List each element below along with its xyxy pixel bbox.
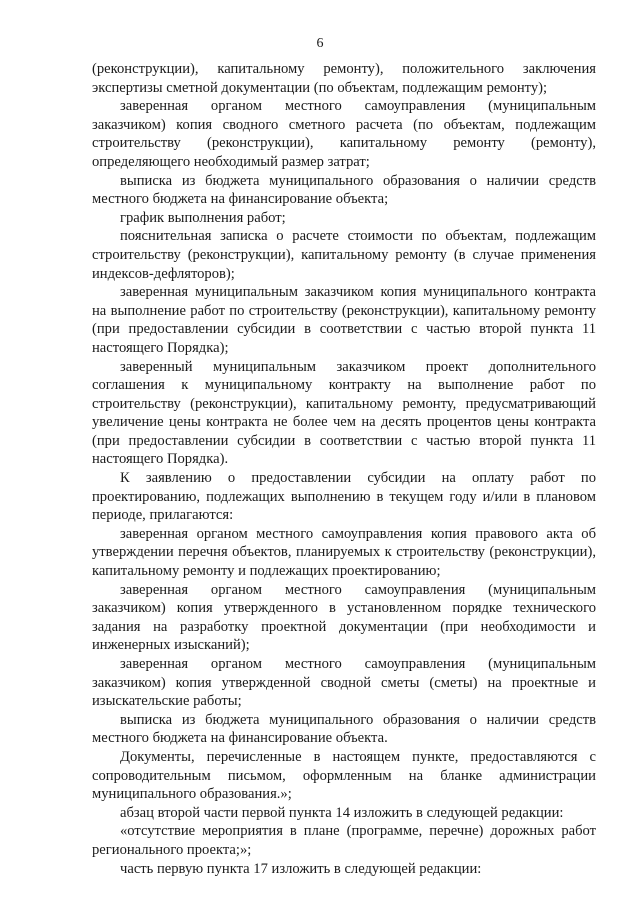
paragraph-amendment-14: абзац второй части первой пункта 14 изложить в следующей редакции: — [120, 804, 564, 821]
paragraph-additional-agreement: заверенный муниципальным заказчиком проект дополнительного соглашения к муниципальному контракту на выполнение работ по строительству (реконструкции), капитальному ремонту, предусматривающий увеличение цены контракта не более чем на десять процентов цены контракта (при предоставлении субсидии в соответствии с частью второй пункта 11 настоящего Порядка). — [92, 358, 596, 468]
paragraph-contract-copy: заверенная муниципальным заказчиком копия муниципального контракта на выполнение работ по строительству (реконструкции), капитальному ремонту (при предоставлении субсидии в соответствии с частью второй пункта 11 настоящего Порядка); — [92, 284, 596, 356]
paragraph-quote-14: «отсутствие мероприятия в плане (программе, перечне) дорожных работ регионального проекта;»; — [92, 823, 596, 858]
page-number: 6 — [316, 36, 324, 51]
paragraph-continuation: (реконструкции), капитальному ремонту), положительного заключения экспертизы сметной документации (по объектам, подлежащим ремонту); — [92, 61, 596, 96]
paragraph-legal-act-copy: заверенная органом местного самоуправления копия правового акта об утверждении перечня объектов, планируемых к строительству (реконструкции), капитальному ремонту и подлежащих проектированию; — [92, 525, 596, 580]
paragraph-design-estimate: заверенная органом местного самоуправления (муниципальным заказчиком) копия утвержденной сводной сметы (сметы) на проектные и изыскательские работы; — [92, 656, 596, 710]
paragraph-technical-task: заверенная органом местного самоуправления (муниципальным заказчиком) копия утвержденного в установленном порядке технического задания на разработку проектной документации (при необходимости и инженерных изысканий); — [92, 581, 596, 654]
paragraph-explanatory-note: пояснительная записка о расчете стоимости по объектам, подлежащим строительству (реконструкции), капитальному ремонту (в случае применения индексов-дефляторов); — [92, 228, 596, 282]
paragraph-amendment-17: часть первую пункта 17 изложить в следующей редакции: — [120, 860, 482, 877]
document-body — [92, 60, 596, 878]
paragraph-cover-letter: Документы, перечисленные в настоящем пункте, предоставляются с сопроводительным письмом, оформленным на бланке администрации муниципального образования.»; — [92, 748, 596, 803]
paragraph-design-application: К заявлению о предоставлении субсидии на оплату работ по проектированию, подлежащих выполнению в текущем году и/или в плановом периоде, прилагаются: — [92, 470, 596, 524]
paragraph-work-schedule: график выполнения работ; — [120, 209, 286, 226]
paragraph-budget-extract: выписка из бюджета муниципального образования о наличии средств местного бюджета на финансирование объекта; — [92, 172, 596, 208]
paragraph-budget-extract-2: выписка из бюджета муниципального образования о наличии средств местного бюджета на финансирование объекта. — [92, 711, 596, 747]
paragraph-summary-estimate: заверенная органом местного самоуправления (муниципальным заказчиком) копия сводного сметного расчета (по объектам, подлежащим строительству (реконструкции), капитальному ремонту (ремонту), определяющего необходимый размер затрат; — [92, 98, 596, 170]
